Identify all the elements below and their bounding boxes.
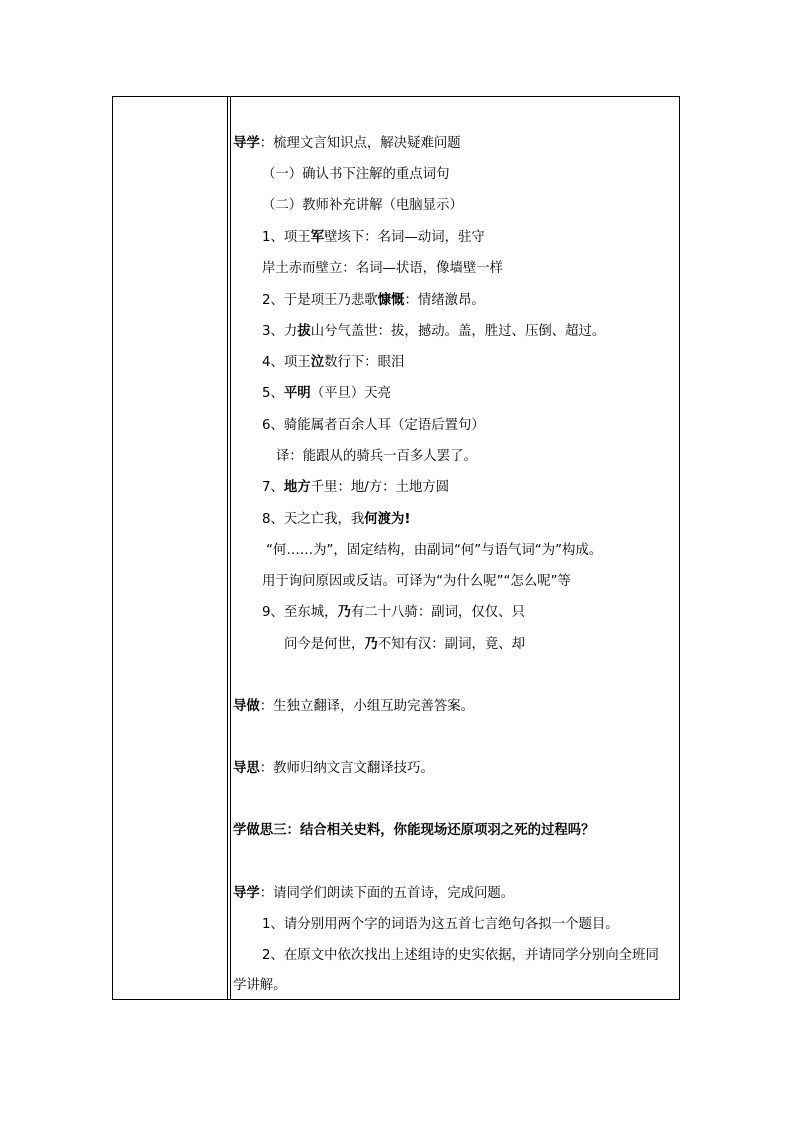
guide-study-label: 导学 xyxy=(233,136,260,151)
item-5: 5、平明（平旦）天亮 xyxy=(262,386,392,401)
guide-study-line: 导学：梳理文言知识点，解决疑难问题 xyxy=(233,136,461,151)
item-8-explain-2: 用于询问原因或反诘。可译为“为什么呢”“怎么呢”等 xyxy=(262,574,571,589)
guide-study-line-2: 导学：请同学们朗读下面的五首诗，完成问题。 xyxy=(233,886,515,901)
item-9: 9、至东城，乃有二十八骑：副词，仅仅、只 xyxy=(262,605,525,620)
item-8-explain-1: “何……为”，固定结构，由副词“何”与语气词“为”构成。 xyxy=(266,543,603,558)
guide-do-label: 导做 xyxy=(233,699,260,714)
section-heading: 学做思三：结合相关史料，你能现场还原项羽之死的过程吗？ xyxy=(233,823,595,838)
item-7: 7、地方千里：地/方：土地方圆 xyxy=(262,480,450,495)
item-8: 8、天之亡我，我何渡为! xyxy=(262,512,411,527)
item-1-sub: 岸土赤而壁立：名词—状语，像墙壁一样 xyxy=(262,261,504,276)
note-line-2: （二）教师补充讲解（电脑显示） xyxy=(262,198,463,213)
guide-do-line: 导做：生独立翻译，小组互助完善答案。 xyxy=(233,699,475,714)
guide-think-line: 导思：教师归纳文言文翻译技巧。 xyxy=(233,761,434,776)
task-1: 1、请分别用两个字的词语为这五首七言绝句各拟一个题目。 xyxy=(262,917,619,932)
guide-study-label-2: 导学 xyxy=(233,886,260,901)
guide-think-label: 导思 xyxy=(233,761,260,776)
note-line-1: （一）确认书下注解的重点词句 xyxy=(262,167,450,182)
item-4: 4、项王泣数行下：眼泪 xyxy=(262,355,405,370)
item-6: 6、骑能属者百余人耳（定语后置句） xyxy=(262,418,485,433)
item-3: 3、力拔山兮气盖世：拔，撼动。盖，胜过、压倒、超过。 xyxy=(262,324,606,339)
item-1: 1、项王军壁垓下：名词—动词，驻守 xyxy=(262,230,485,245)
task-2: 2、在原文中依次找出上述组诗的史实依据，并请同学分别向全班同 xyxy=(262,948,659,963)
column-divider xyxy=(227,97,228,999)
task-2-continued: 学讲解。 xyxy=(233,978,287,993)
item-2: 2、于是项王乃悲歌慷慨：情绪激昂。 xyxy=(262,293,485,308)
item-6-translation: 译：能跟从的骑兵一百多人罢了。 xyxy=(276,449,477,464)
item-9-sub: 问今是何世，乃不知有汉：副词，竟、却 xyxy=(284,637,526,652)
column-divider-inner xyxy=(230,97,231,999)
